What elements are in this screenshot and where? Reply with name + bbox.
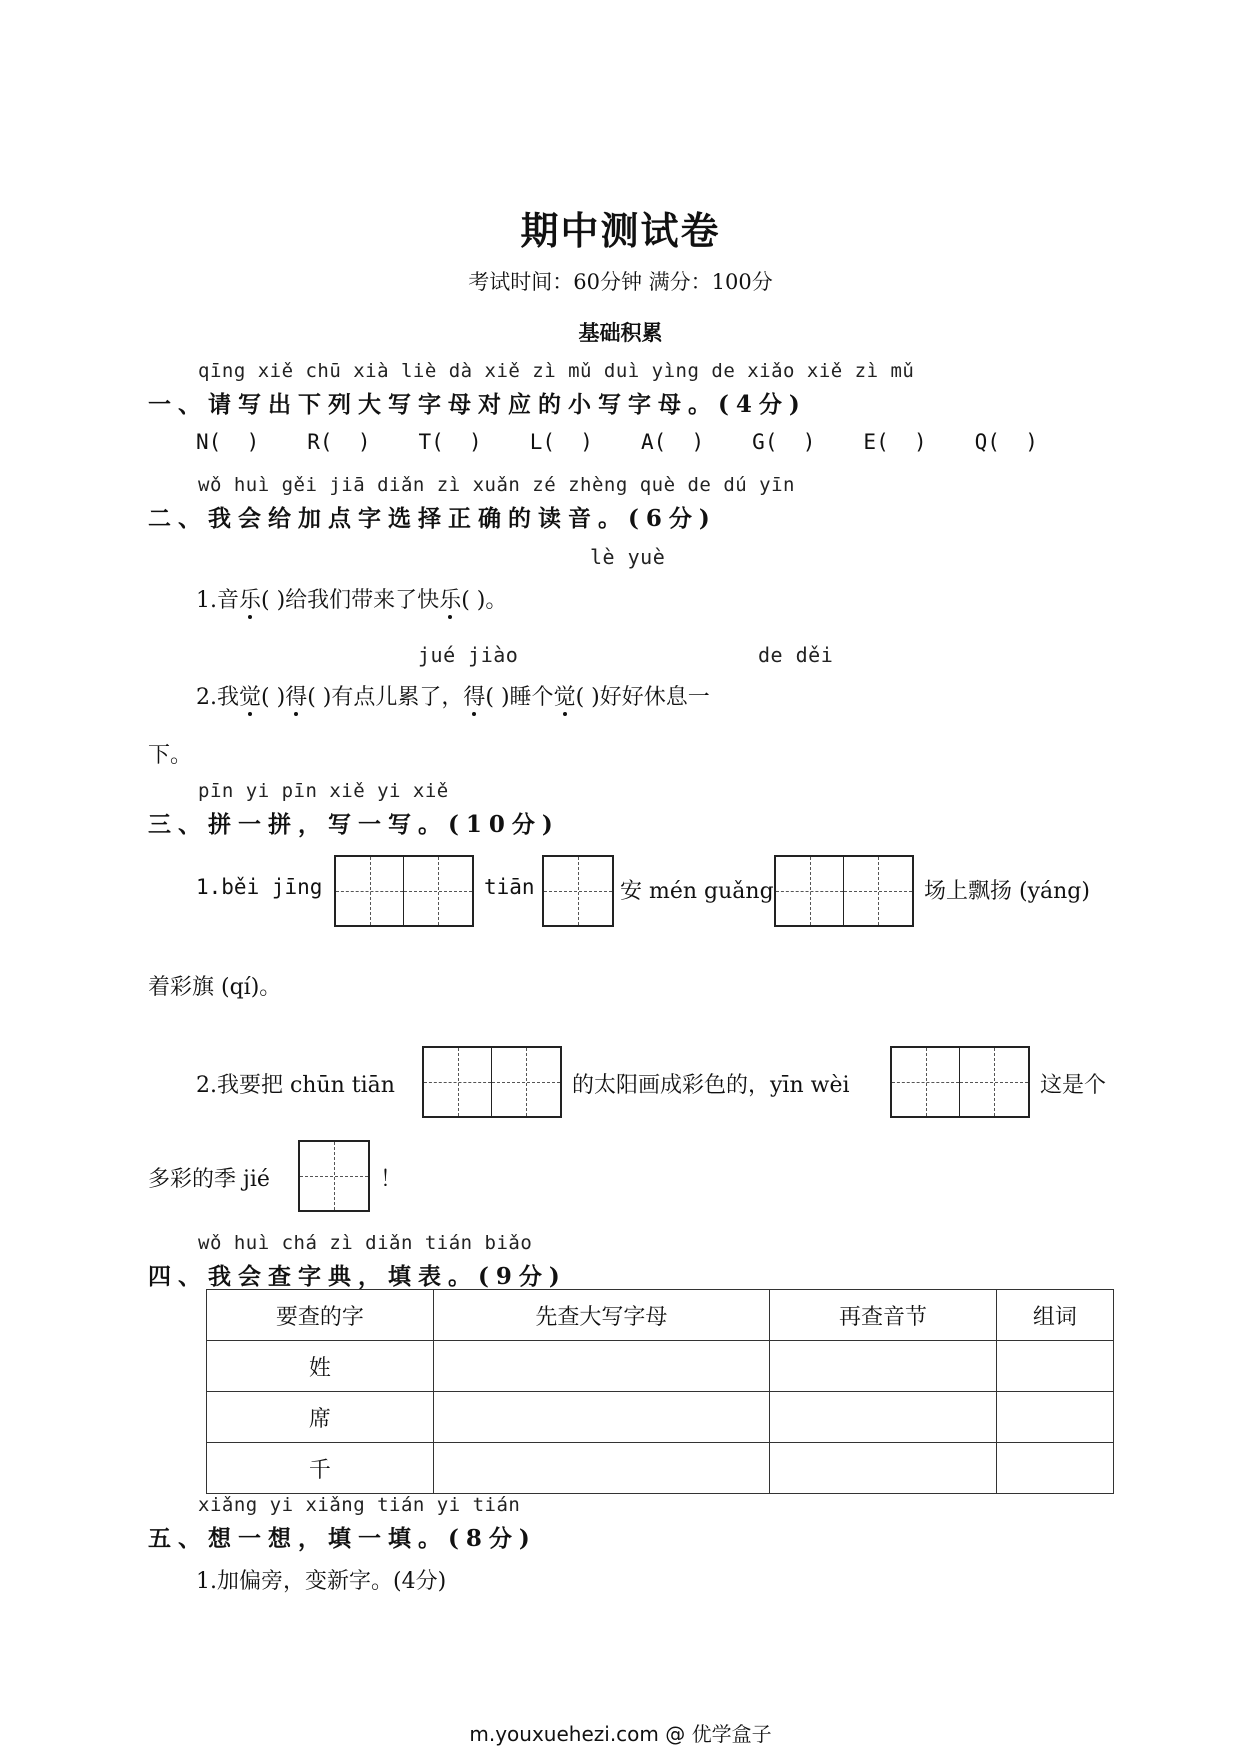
letter-item [530, 430, 593, 454]
table-header: 组词 [996, 1290, 1113, 1341]
q2-s2-c: ( ) [261, 685, 286, 710]
answer-cell[interactable] [433, 1443, 769, 1494]
table-row [207, 1341, 1114, 1392]
q3-s1-cont: 着彩旗 (qí)。 [148, 975, 282, 1000]
q4-pinyin: wǒ huì chá zì diǎn tián biǎo [198, 1232, 533, 1254]
q3-s1-c: 安 mén guǎng [620, 879, 774, 904]
answer-cell[interactable] [996, 1443, 1113, 1494]
q3-s2-end: ！ [380, 1167, 403, 1192]
letter-item [196, 430, 259, 454]
writing-grid-tian[interactable] [542, 855, 614, 927]
q2-sentence-2 [196, 680, 710, 711]
answer-blank[interactable]: ( ) [764, 430, 816, 454]
q3-s1-b [484, 875, 535, 900]
q2-s2-g: ( )睡个 [485, 685, 554, 710]
q3-pinyin: pīn yi pīn xiě yi xiě [198, 780, 449, 802]
letter-item [641, 430, 704, 454]
table-header: 再查音节 [770, 1290, 997, 1341]
q2-sentence-1 [196, 583, 507, 614]
answer-cell[interactable] [996, 1341, 1113, 1392]
uppercase-letter: N [196, 430, 209, 454]
uppercase-letter: A [640, 430, 654, 454]
uppercase-letter: R [307, 430, 320, 454]
q2-s2-options-b: de děi [758, 643, 834, 667]
answer-cell[interactable] [770, 1341, 997, 1392]
q5-heading: 五、想一想，填一填。(8分) [148, 1525, 537, 1552]
q3-s1-a [196, 875, 322, 900]
writing-grid-jie[interactable] [298, 1140, 370, 1212]
q2-s1-e: ( )。 [461, 588, 508, 613]
q3-s2-a: 2.我要把 chūn tiān [196, 1073, 395, 1098]
q2-heading: 二、我会给加点字选择正确的读音。(6分) [148, 505, 717, 532]
answer-blank[interactable]: ( ) [987, 430, 1038, 454]
answer-blank[interactable]: ( ) [653, 430, 705, 454]
q3-s2-c: 这是个 [1040, 1073, 1107, 1098]
q2-sentence-2-cont: 下。 [148, 743, 193, 768]
q2-s1-a: 1.音 [196, 588, 239, 613]
q3-heading: 三、拼一拼，写一写。(10分) [148, 811, 560, 838]
table-row [207, 1443, 1114, 1494]
q1-heading: 一、请写出下列大写字母对应的小写字母。(4分) [148, 391, 807, 418]
q2-s1-dotted-char-2: 乐 [439, 588, 462, 613]
footer-watermark: m.youxuehezi.com @ 优学盒子 [469, 1722, 772, 1746]
section-heading: 基础积累 [578, 320, 663, 345]
answer-blank[interactable]: ( ) [208, 430, 260, 454]
writing-grid-beijing[interactable] [334, 855, 474, 927]
q1-pinyin: qīng xiě chū xià liè dà xiě zì mǔ duì yìng de xiǎo xiě zì mǔ [198, 360, 915, 382]
letter-item [863, 430, 926, 454]
answer-blank[interactable]: ( ) [319, 430, 371, 454]
uppercase-letter: L [529, 430, 543, 454]
answer-blank[interactable]: ( ) [431, 430, 482, 454]
answer-cell[interactable] [770, 1443, 997, 1494]
q2-s2-dotted-char-2: 得 [285, 685, 308, 710]
answer-cell[interactable] [770, 1392, 997, 1443]
uppercase-letter: E [863, 430, 877, 454]
writing-grid-yinwei[interactable] [890, 1046, 1030, 1118]
answer-cell[interactable] [433, 1392, 769, 1443]
exam-info: 考试时间：60分钟 满分：100分 [468, 270, 773, 294]
uppercase-letter: Q [974, 430, 988, 454]
q3-s2-b: 的太阳画成彩色的，yīn wèi [572, 1073, 850, 1098]
q2-s2-i: ( )好好休息一 [575, 685, 710, 710]
q2-s2-e: ( )有点儿累了， [307, 685, 464, 710]
answer-cell[interactable] [996, 1392, 1113, 1443]
letter-item [752, 430, 815, 454]
q2-s1-options: lè yuè [590, 545, 666, 569]
q2-s2-dotted-char-3: 得 [463, 685, 486, 710]
q2-pinyin: wǒ huì gěi jiā diǎn zì xuǎn zé zhèng què de dú yīn [198, 474, 795, 496]
dictionary-table [206, 1289, 1114, 1494]
table-cell-char: 千 [207, 1443, 434, 1494]
answer-blank[interactable]: ( ) [542, 430, 593, 454]
table-row [207, 1392, 1114, 1443]
writing-grid-menguang[interactable] [774, 855, 914, 927]
q3-s2-cont: 多彩的季 jié [148, 1167, 270, 1192]
q2-s2-dotted-char: 觉 [239, 685, 262, 710]
letter-item [975, 430, 1038, 454]
q3-s1-d: 场上飘扬 (yáng) [924, 879, 1090, 904]
q2-s1-c: ( )给我们带来了快 [261, 588, 440, 613]
answer-cell[interactable] [433, 1341, 769, 1392]
q5-s1: 1.加偏旁，变新字。(4分) [196, 1569, 447, 1594]
table-header-row [207, 1290, 1114, 1341]
table-header: 先查大写字母 [433, 1290, 769, 1341]
page-title: 期中测试卷 [520, 208, 721, 253]
uppercase-letter: G [752, 430, 765, 454]
q2-s2-a: 2.我 [196, 685, 239, 710]
table-cell-char: 姓 [207, 1341, 434, 1392]
q3-s1-b-text: tiān [484, 875, 535, 899]
q2-s2-options-a: jué jiào [418, 643, 519, 667]
q4-heading: 四、我会查字典，填表。(9分) [148, 1263, 567, 1290]
letter-item [418, 430, 481, 454]
answer-blank[interactable]: ( ) [876, 430, 927, 454]
uppercase-letter: T [418, 430, 432, 454]
table-cell-char: 席 [207, 1392, 434, 1443]
q2-s2-dotted-char-4: 觉 [553, 685, 576, 710]
q3-s1-a-text: 1.běi jīng [196, 875, 323, 899]
letter-item [307, 430, 370, 454]
table-header: 要查的字 [207, 1290, 434, 1341]
letter-row [196, 430, 1086, 454]
q5-pinyin: xiǎng yi xiǎng tián yi tián [198, 1494, 521, 1516]
q2-s1-dotted-char: 乐 [239, 588, 262, 613]
writing-grid-chuntian[interactable] [422, 1046, 562, 1118]
